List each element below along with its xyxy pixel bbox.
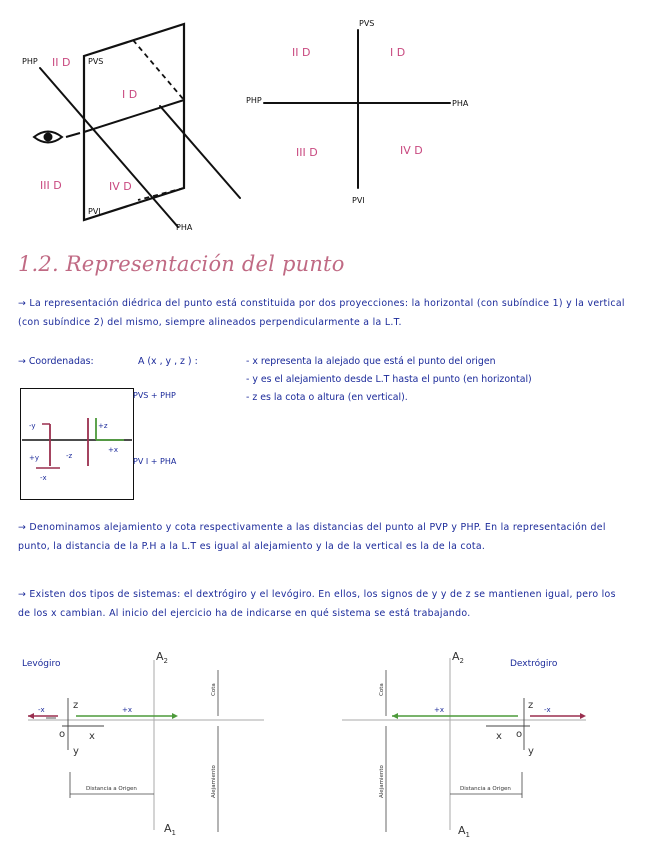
- levogiro-diagram: [18, 648, 278, 840]
- quadrants-cross-diagram: [240, 10, 490, 210]
- coordinates-label: → Coordenadas:: [18, 356, 94, 367]
- sign-pos-z: +z: [98, 422, 108, 430]
- dextrogiro-z: z: [528, 700, 534, 711]
- levogiro-neg-x: -x: [38, 706, 45, 714]
- levogiro-pos-x: +x: [122, 706, 133, 714]
- levogiro-a1: $A_1$: [164, 822, 176, 837]
- dextrogiro-a1: $A_1$: [458, 824, 470, 839]
- quadrant-2-label: II D: [52, 56, 71, 69]
- levogiro-x: x: [89, 731, 95, 742]
- cross-quadrant-1-label: I D: [390, 46, 406, 59]
- quadrant-3-label: III D: [40, 179, 62, 192]
- dextrogiro-o: o: [516, 729, 523, 740]
- cross-pvi-label: PVI: [352, 196, 365, 205]
- coordinates-formula: A (x , y , z ) :: [138, 356, 198, 367]
- levogiro-title: Levógiro: [22, 659, 61, 669]
- levogiro-o: o: [59, 729, 66, 740]
- quadrant-1-label: I D: [122, 88, 138, 101]
- paragraph-alejamiento-cota: → Denominamos alejamiento y cota respectivamente a las distancias del punto al PVP y PHP. En la representación del punto, la distancia de la P.H a la L.T es igual al alejamiento y la de la vertical es la de la cota.: [18, 522, 606, 552]
- section-title: 1.2. Representación del punto: [18, 252, 345, 276]
- levogiro-alejamiento: Alejamiento: [211, 765, 217, 798]
- dextrogiro-neg-x: -x: [544, 706, 551, 714]
- sign-label-bottom: PV I + PHA: [133, 457, 177, 466]
- sign-neg-z: -z: [66, 452, 73, 460]
- paragraph-systems: → Existen dos tipos de sistemas: el dextrógiro y el levógiro. En ellos, los signos de y y de z se mantienen igual, pero los de los x cambian. Al inicio del ejercicio ha de indicarse en qué sistema se está trabajando.: [18, 589, 616, 619]
- cross-pvs-label: PVS: [359, 19, 375, 28]
- levogiro-cota: Cota: [211, 683, 217, 696]
- dextrogiro-alejamiento: Alejamiento: [379, 765, 385, 798]
- dextrogiro-diagram: [338, 648, 638, 840]
- sign-neg-x: -x: [40, 474, 47, 482]
- levogiro-a2: $A_2$: [156, 650, 168, 665]
- dextrogiro-a2: $A_2$: [452, 650, 464, 665]
- sign-pos-y: +y: [29, 454, 40, 462]
- pha-label: PHA: [176, 223, 193, 232]
- coordinate-z-description: - z es la cota o altura (en vertical).: [246, 392, 408, 403]
- dextrogiro-cota: Cota: [379, 683, 385, 696]
- paragraph-representation: → La representación diédrica del punto está constituida por dos proyecciones: la horizontal (con subíndice 1) y la vertical (con subíndice 2) del mismo, siempre alineados perpendicularmente a la L.T.: [18, 298, 625, 328]
- dextrogiro-y: y: [528, 746, 534, 757]
- planes-perspective-diagram: [0, 0, 250, 240]
- sign-pos-x: +x: [108, 446, 119, 454]
- cross-php-label: PHP: [246, 96, 262, 105]
- levogiro-z: z: [73, 700, 79, 711]
- dextrogiro-pos-x: +x: [434, 706, 445, 714]
- pvs-label: PVS: [88, 57, 104, 66]
- cross-quadrant-4-label: IV D: [400, 144, 423, 157]
- php-label: PHP: [22, 57, 38, 66]
- dextrogiro-x: x: [496, 731, 502, 742]
- dextrogiro-distancia: Distancia a Origen: [460, 786, 511, 792]
- cross-pha-label: PHA: [452, 99, 469, 108]
- coordinate-x-description: - x representa la alejado que está el punto del origen: [246, 356, 496, 367]
- sign-label-top: PVS + PHP: [133, 391, 176, 400]
- sign-diagram-drawing: [20, 388, 220, 500]
- sign-neg-y: -y: [29, 422, 36, 430]
- levogiro-distancia: Distancia a Origen: [86, 786, 137, 792]
- cross-quadrant-2-label: II D: [292, 46, 311, 59]
- pvi-label: PVI: [88, 207, 101, 216]
- quadrant-4-label: IV D: [109, 180, 132, 193]
- levogiro-y: y: [73, 746, 79, 757]
- cross-quadrant-3-label: III D: [296, 146, 318, 159]
- coordinate-y-description: - y es el alejamiento desde L.T hasta el punto (en horizontal): [246, 374, 532, 385]
- dextrogiro-title: Dextrógiro: [510, 659, 558, 669]
